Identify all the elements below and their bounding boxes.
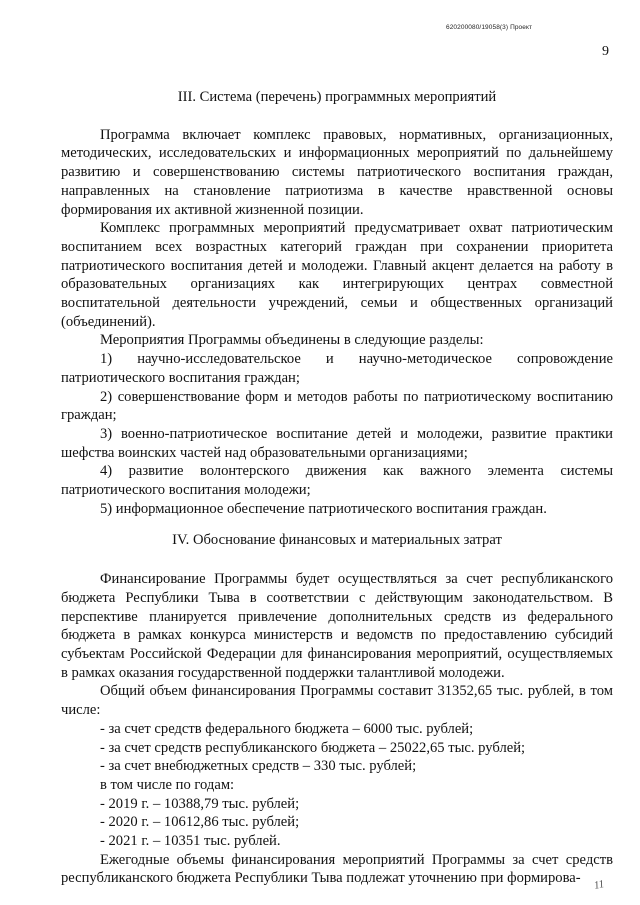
- section-3-paragraph-2: Комплекс программных мероприятий предусматривает охват патриотическим воспитанием всех возрастных категорий граждан при сохранении приоритета патриотического воспитания детей и молодежи. Главный акцент делается на работу в образовательных организациях как интегрирующих центрах совместной воспитательной деятельности учреждений, семьи и общественных организаций (объединений).: [61, 220, 613, 330]
- section-3-paragraph-3: Мероприятия Программы объединены в следующие разделы:: [100, 332, 484, 349]
- section-item-1: 1) научно-исследовательское и научно-методическое сопровождение патриотического воспитания граждан;: [61, 351, 613, 386]
- section-4-heading: IV. Обоснование финансовых и материальных затрат: [172, 532, 502, 549]
- section-3-heading: III. Система (перечень) программных мероприятий: [177, 89, 497, 105]
- funding-line-2021: - 2021 г. – 10351 тыс. рублей.: [100, 833, 281, 850]
- funding-line-republican: - за счет средств республиканского бюджета – 25022,65 тыс. рублей;: [100, 739, 526, 756]
- section-4-paragraph-1: Финансирование Программы будет осуществляться за счет республиканского бюджета Республики Тыва в соответствии с действующим законодательством. В перспективе планируется привлечение дополнительных средств из федерального бюджета в рамках конкурса министерств и ведомств по предоставлению субсидий субъектам Российской Федерации для финансирования мероприятий, осуществляемых в рамках оказания государственной поддержки талантливой молодежи.: [61, 571, 613, 681]
- page-number: 9: [602, 44, 609, 59]
- section-item-5: 5) информационное обеспечение патриотического воспитания граждан.: [100, 500, 547, 517]
- document-code: 620200080/19058(3) Проект: [446, 24, 533, 31]
- section-item-4: 4) развитие волонтерского движения как важного элемента системы патриотического воспитания молодежи;: [61, 463, 613, 499]
- handwritten-page-mark: 11: [592, 878, 606, 892]
- section-3-paragraph-1: Программа включает комплекс правовых, нормативных, организационных, методических, исследовательских и информационных мероприятий по дальнейшему развитию и совершенствованию системы патриотического воспитания граждан, направленных на становление патриотизма в качестве нравственной основы формирования их активной жизненной позиции.: [61, 126, 613, 218]
- section-4-paragraph-2: Общий объем финансирования Программы составит 31352,65 тыс. рублей, в том числе:: [61, 683, 613, 719]
- funding-by-years-label: в том числе по годам:: [100, 776, 235, 793]
- funding-line-2019: - 2019 г. – 10388,79 тыс. рублей;: [100, 795, 300, 812]
- funding-line-extrabudgetary: - за счет внебюджетных средств – 330 тыс. рублей;: [100, 758, 417, 775]
- funding-line-2020: - 2020 г. – 10612,86 тыс. рублей;: [100, 814, 300, 831]
- section-item-3: 3) военно-патриотическое воспитание детей и молодежи, развитие практики шефства воинских частей над образовательными организациями;: [61, 425, 613, 461]
- document-body: [61, 88, 613, 888]
- section-item-2: 2) совершенствование форм и методов работы по патриотическому воспитанию граждан;: [61, 388, 613, 424]
- funding-line-federal: - за счет средств федерального бюджета – 6000 тыс. рублей;: [100, 720, 474, 737]
- section-4-paragraph-3: Ежегодные объемы финансирования мероприятий Программы за счет средств республиканского бюджета Республики Тыва подлежат уточнению при формирова-: [61, 851, 613, 887]
